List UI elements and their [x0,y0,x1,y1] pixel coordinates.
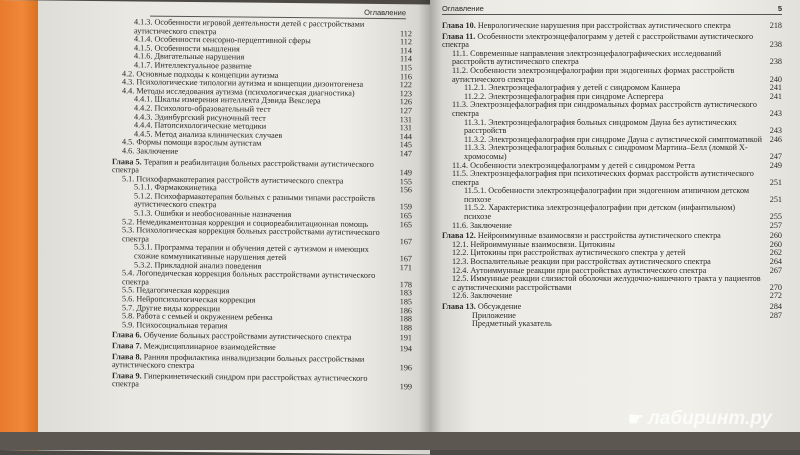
toc-page-number: 126 [399,97,412,107]
toc-entry-title: 11.2.2. Электроэнцефалография при синдроме Аспергера [464,91,664,101]
toc-entry-title: 4.1.4. Особенности сенсорно-перцептивной сферы [134,34,311,46]
toc-entry-title: 4.1.5. Особенности мышления [134,43,240,54]
toc-entry-title: 11.3.2. Электроэнцефалография при синдроме Дауна с аутистической симптоматикой [464,134,762,144]
toc-entry [442,222,782,231]
toc-entry-title: 5.1. Психофармакотерапия расстройств аутистического спектра [122,173,344,186]
toc-page-number: 262 [769,248,782,258]
toc-page-number: 260 [769,231,782,241]
toc-entry-title: Обсуждение [477,302,522,311]
toc-entry-title: 5.3.2. Прикладной анализ поведения [134,260,262,271]
toc-chapter-entry [112,353,412,373]
toc-page-number: 114 [400,54,412,64]
toc-entry [442,320,782,329]
toc-chapter-entry [442,33,782,50]
toc-entry-title: 4.1.6. Двигательные нарушения [134,51,245,62]
toc-page-number: 149 [399,168,412,178]
toc-entry [442,170,782,187]
orange-margin-bar [0,0,38,450]
toc-page-number: 155 [399,176,412,187]
toc-entry-title: 11.1. Современные направления электроэнцефалографических исследований расстройств аутистического спектра [452,48,722,67]
toc-entry-title: 12.4. Аутоиммунные реакции при расстройствах аутистического спектра [452,265,707,275]
toc-page-number: 185 [399,297,412,307]
toc-page-number: 122 [399,80,412,90]
toc-page-number: 272 [769,291,782,301]
toc-entry-title: 11.5. Электроэнцефалография при психотических формах расстройств аутистического спектра [452,169,754,187]
toc-entry-title: 12.3. Воспалительные реакции при расстройствах аутистического спектра [452,257,711,267]
toc-page-number: 167 [399,237,412,247]
toc-page-number: 144 [399,131,412,142]
toc-entry-title: 12.1. Нейроиммунные взаимосвязи. Цитокины [452,239,615,249]
toc-page-number: 251 [769,177,782,187]
toc-entry-title: 5.3.1. Программа терапии и обучения детей с аутизмом и имеющих схожие коммуникативные нарушения детей [134,242,369,263]
toc-page-number: 145 [399,140,412,150]
toc-page-number: 178 [399,279,412,290]
toc-page-number: 251 [769,194,782,204]
toc-page-number: 183 [399,288,412,298]
toc-entry-title: 5.2. Немедикаментозная коррекция и социореабилитационная помощь [122,216,368,229]
toc-entry-title: 4.2. Основные подходы к концепции аутизма [122,68,279,80]
toc-entry-title: Предметный указатель [472,319,552,329]
toc-entry-title: 5.9. Психосоциальная терапия [122,320,228,331]
toc-entry-title: 4.4.1. Шкалы измерения интеллекта Дэвида Векслера [134,94,321,106]
toc-chapter-label: Глава 13. [442,302,476,311]
toc-page-number: 171 [399,262,412,272]
toc-entry-title: Особенности электроэнцефалограмм у детей с расстройствами аутистического спектра [442,31,754,50]
toc-page-number: 243 [769,126,782,136]
left-toc-list [112,18,412,392]
toc-chapter-entry [442,22,782,31]
page-bottom-edge [0,432,800,450]
toc-page-number: 186 [399,305,412,315]
toc-page-number: 257 [769,220,782,230]
toc-chapter-label: Глава 7. [112,341,142,351]
toc-entry-title: 12.6. Заключение [452,291,513,301]
toc-page-number: 188 [399,314,412,324]
toc-page-number: 260 [769,239,782,249]
toc-page-number: 116 [400,71,412,81]
toc-chapter-entry [112,372,412,392]
toc-entry-title: 11.4. Особенности электроэнцефалограмм у детей с синдромом Ретта [452,160,695,170]
toc-entry-title: 5.1.3. Ошибки и необоснованные назначения [134,208,292,220]
toc-chapter-label: Глава 8. [112,351,142,362]
toc-page-number: 112 [400,37,412,47]
toc-entry-title: 4.1.7. Интеллектуальное развитие [134,60,252,71]
toc-page-number: 127 [399,106,412,116]
toc-entry-title: 4.4.2. Психолого-образовательный тест [134,103,271,114]
toc-entry-title: 5.7. Другие виды коррекции [122,302,220,313]
toc-page-number: 246 [769,134,782,144]
toc-page-number: 270 [769,282,782,292]
toc-page-number: 194 [399,344,412,354]
toc-page-number: 238 [769,57,782,67]
toc-entry-title: 12.5. Иммунные реакции слизистой оболочки желудочно-кишечного тракта у пациентов с аутистическими расстройствами [452,274,761,292]
toc-page-number: 255 [769,212,782,222]
toc-entry-title: 4.1.3. Особенности игровой деятельности детей с расстройствами аутистического спектра [134,17,365,36]
toc-entry-title: 11.3. Электроэнцефалография при синдромальных формах расстройств аутистического спектра [452,100,757,118]
toc-entry-title: Гиперкинетический синдром при расстройствах аутистического спектра [112,371,368,389]
toc-entry-title: 11.6. Заключение [452,220,512,230]
toc-entry-title: 4.4.5. Метод анализа клинических случаев [134,129,283,140]
toc-page-number: 196 [399,363,412,373]
toc-page-number: 238 [769,40,782,50]
toc-entry [442,204,782,221]
toc-chapter-label: Глава 12. [442,231,476,241]
toc-page-number: 267 [769,265,782,275]
right-page [430,0,800,450]
toc-entry-title: Междисциплинарное взаимодействие [143,341,276,352]
toc-entry-title: 5.3. Психологическая коррекция больных расстройствами аутистического спектра [122,225,380,244]
toc-entry-title: Приложение [472,310,516,320]
toc-entry-title: 4.3. Психологические типологии аутизма и концепции дизонтогенеза [122,77,364,89]
toc-entry-title: 5.5. Педагогическая коррекция [122,285,230,296]
toc-entry [442,67,782,84]
toc-entry-title: Обучение больных расстройствами аутистического спектра [143,330,352,343]
toc-chapter-label: Глава 9. [112,370,142,381]
toc-page-number: 240 [769,74,782,84]
toc-page-number: 287 [769,310,782,320]
toc-entry-title: 11.5.1. Особенности электроэнцефалографии при эндогенном атипичном детском психозе [464,186,750,204]
toc-entry-title: Терапия и реабилитация больных расстройствами аутистического спектра [112,157,374,175]
pointing-hand-icon: ☛ [627,408,644,429]
toc-chapter-label: Глава 5. [112,156,142,166]
toc-entry [442,50,782,67]
toc-page-number: 199 [399,382,412,392]
toc-entry-title: 4.4.3. Эдинбургский рисуночный тест [134,111,266,123]
toc-page-number: 241 [769,91,782,101]
toc-page-number: 123 [399,88,412,99]
toc-page-number: 131 [399,114,412,124]
toc-entry-title: Нейроиммунные взаимосвязи и расстройства аутистического спектра [477,231,721,241]
right-toc-list [442,20,782,329]
toc-entry-title: 4.6. Заключение [122,146,179,156]
toc-entry-title: 11.3.3. Электроэнцефалография больных с синдромом Мартина–Белл (ломкой Х-хромосомы) [464,143,748,161]
toc-entry-title: 4.5. Формы помощи взрослым аутистам [122,137,262,149]
toc-page-number: 131 [399,123,412,133]
toc-entry-title: 5.4. Логопедическая коррекция больных расстройствами аутистического спектра [122,268,376,287]
toc-page-number: 191 [399,333,412,343]
toc-page-number: 264 [769,257,782,267]
toc-entry-title: 4.4.4. Патопсихологические методики [134,120,267,131]
toc-chapter-label: Глава 11. [442,31,476,41]
toc-entry [442,187,782,204]
toc-entry [442,119,782,136]
toc-entry-title: 4.4. Методы исследования аутизма (психологическая диагностика) [122,86,355,98]
toc-page-number: 167 [399,254,412,264]
toc-page-number: 243 [769,108,782,118]
toc-page-number: 188 [399,322,412,333]
watermark [628,408,772,430]
toc-page-number: 156 [399,185,412,195]
toc-entry [442,144,782,161]
toc-page-number: 147 [399,149,412,159]
toc-page-number: 159 [399,202,412,212]
toc-entry [442,101,782,118]
toc-entry-title: 11.3.1. Электроэнцефалография больных синдромом Дауна без аутистических расстройств [464,117,737,136]
toc-entry-title: 12.2. Цитокины при расстройствах аутистического спектра у детей [452,248,686,258]
toc-entry-title: 5.1.1. Фармакокинетика [134,182,217,193]
toc-entry-title: Неврологические нарушения при расстройствах аутистического спектра [477,21,731,30]
toc-page-number: 249 [769,160,782,170]
toc-entry [442,275,782,292]
toc-page-number: 284 [769,302,782,311]
toc-chapter-label: Глава 10. [442,21,476,30]
page-number: 5 [777,4,782,13]
toc-entry [442,292,782,301]
toc-entry-title: 5.8. Работа с семьей и окружением ребенка [122,311,273,323]
running-header-title: Оглавление [442,4,484,13]
toc-page-number: 247 [769,151,782,161]
toc-entry-title: 5.1.2. Психофармакотерапия больных с разными типами расстройств аутистического спектра [134,191,375,210]
toc-entry-title: Ранняя профилактика инвалидизации больных расстройствами аутистического спектра [112,352,365,371]
toc-page-number: 115 [400,63,412,73]
toc-page-number: 218 [769,21,782,30]
toc-entry-title: 11.2. Особенности электроэнцефалографии при эндогенных формах расстройств аутистического спектра [452,65,735,84]
right-running-header [442,4,782,15]
toc-page-number: 165 [399,211,412,221]
toc-chapter-label: Глава 6. [112,330,142,340]
toc-page-number: 241 [769,83,782,93]
watermark-text: лабиринт.ру [647,408,772,429]
toc-page-number: 165 [399,219,412,229]
toc-entry-title: 5.6. Нейропсихологическая коррекция [122,294,256,305]
toc-entry-title: 11.2.1. Электроэнцефалография у детей с синдромом Каннера [464,83,681,93]
running-header-title: Оглавление [364,7,406,18]
toc-page-number: 114 [400,45,412,56]
toc-page-number: 112 [400,28,412,38]
toc-entry-title: 11.5.2. Характеристика электроэнцефалографии при детском (инфантильном) психозе [464,203,736,222]
